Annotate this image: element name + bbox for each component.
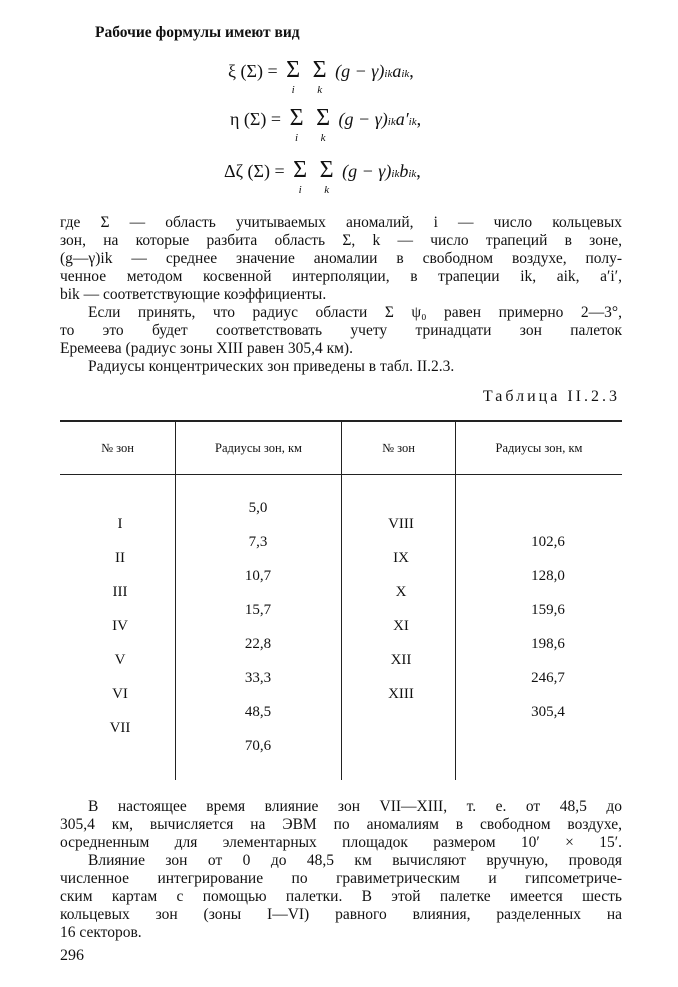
paragraph2-line: Еремеева (радиус зоны XIII равен 305,4 км).: [60, 340, 353, 357]
paragraph5-line: ским картам с помощью палетки. В этой палетке имеется шесть: [60, 888, 622, 905]
table-zone-label: VIII: [388, 516, 414, 532]
table-radius-value: 70,6: [244, 738, 272, 754]
formula-term: (g − γ): [338, 109, 388, 129]
paragraph5-line: Влияние зон от 0 до 48,5 км вычисляют вручную, проводя: [88, 852, 622, 869]
table-zone-label: VII: [109, 720, 131, 736]
table-radius-value: 15,7: [244, 602, 272, 618]
table-column-divider: [175, 420, 176, 780]
table-radius-value: 246,7: [531, 670, 565, 686]
paragraph4-line: 305,4 км, вычисляется на ЭВМ по аномалиям в свободном воздухе,: [60, 816, 622, 833]
formula-lhs: Δζ: [224, 161, 244, 181]
sum-k: Σ k: [316, 105, 331, 144]
paragraph1-line: bik — соответствующие коэффициенты.: [60, 286, 327, 303]
table-zone-label: XI: [393, 618, 409, 634]
table-header-zone: № зон: [382, 441, 415, 455]
table-radius-value: 159,6: [531, 602, 565, 618]
sum-i: Σ i: [289, 105, 304, 144]
formula-xi: ξ (Σ) = Σ i Σ k (g − γ)ikaik,: [228, 57, 414, 96]
table-radius-value: 22,8: [244, 636, 272, 652]
table-header-radius: Радиусы зон, км: [495, 441, 583, 455]
table-header-radius: Радиусы зон, км: [215, 441, 302, 455]
table-zone-label: XIII: [388, 686, 414, 702]
formula-coef: a: [392, 61, 402, 81]
paragraph5-line: кольцевых зон (зоны I—VI) равного влияния, разделенных на: [60, 906, 622, 923]
paragraph1-line: (g—γ)ik — среднее значение аномалии в свободном воздухе, полу-: [60, 250, 622, 267]
table-radius-value: 128,0: [531, 568, 565, 584]
table-zone-label: IV: [112, 618, 128, 634]
formula-term: (g − γ): [342, 161, 392, 181]
formula-lhs: η: [230, 109, 240, 129]
formula-equals: =: [274, 161, 285, 181]
formula-sigma-paren: (Σ): [243, 109, 267, 129]
table-column-divider: [341, 420, 342, 780]
paragraph1-line: ченное методом косвенной интерполяции, в трапеции ik, aik, a′i′,: [60, 268, 622, 285]
table-caption: Таблица II.2.3: [482, 388, 620, 405]
intro-text: Рабочие формулы имеют вид: [95, 24, 300, 41]
table-zone-label: I: [117, 516, 123, 532]
table-radius-value: 7,3: [248, 534, 268, 550]
table-column-divider: [455, 420, 456, 780]
formula-equals: =: [267, 61, 278, 81]
formula-term: (g − γ): [335, 61, 385, 81]
paragraph4-line: осредненным для элементарных площадок размером 10′ × 15′.: [60, 834, 622, 851]
formula-lhs: ξ: [228, 61, 237, 81]
sum-k: Σ k: [319, 157, 334, 196]
table-zone-label: II: [115, 550, 125, 566]
paragraph1-line: зон, на которые разбита область Σ, k — число трапеций в зоне,: [60, 232, 622, 249]
formula-sigma-paren: (Σ): [247, 161, 270, 181]
table-zone-label: IX: [393, 550, 409, 566]
table-radius-value: 48,5: [244, 704, 272, 720]
sum-k: Σ k: [312, 57, 327, 96]
table-zone-label: V: [114, 652, 126, 668]
table-radius-value: 5,0: [248, 500, 268, 516]
table-radius-value: 305,4: [531, 704, 565, 720]
sum-i: Σ i: [293, 157, 308, 196]
formula-equals: =: [270, 109, 282, 129]
table-zone-label: X: [395, 584, 407, 600]
formula-delta-zeta: Δζ (Σ) = Σ i Σ k (g − γ)ikbik,: [224, 157, 421, 196]
formula-eta: η (Σ) = Σ i Σ k (g − γ)ika′ik,: [230, 105, 422, 144]
table-radius-value: 10,7: [244, 568, 272, 584]
table-zone-label: III: [112, 584, 128, 600]
formula-coef: a′: [395, 109, 409, 129]
table-header-zone: № зон: [101, 441, 134, 455]
paragraph4-line: В настоящее время влияние зон VII—XIII, т. е. от 48,5 до: [88, 798, 622, 815]
paragraph2-line: Если принять, что радиус области Σ ψ₀ равен примерно 2—3°,: [88, 304, 622, 321]
paragraph3: Радиусы концентрических зон приведены в табл. II.2.3.: [88, 358, 455, 375]
page-number: 296: [60, 947, 84, 964]
sum-i: Σ i: [286, 57, 301, 96]
table-radius-value: 102,6: [531, 534, 565, 550]
formula-coef: b: [399, 161, 409, 181]
table-zone-label: VI: [112, 686, 128, 702]
formula-sigma-paren: (Σ): [240, 61, 263, 81]
table-radius-value: 33,3: [244, 670, 272, 686]
paragraph2-line: то это будет соответствовать учету тринадцати зон палеток: [60, 322, 622, 339]
table-zone-label: XII: [390, 652, 412, 668]
table-radius-value: 198,6: [531, 636, 565, 652]
paragraph1-line: где Σ — область учитываемых аномалий, i — число кольцевых: [60, 214, 622, 231]
paragraph5-line: 16 секторов.: [60, 924, 142, 941]
paragraph5-line: численное интегрирование по гравиметрическим и гипсометриче-: [60, 870, 622, 887]
